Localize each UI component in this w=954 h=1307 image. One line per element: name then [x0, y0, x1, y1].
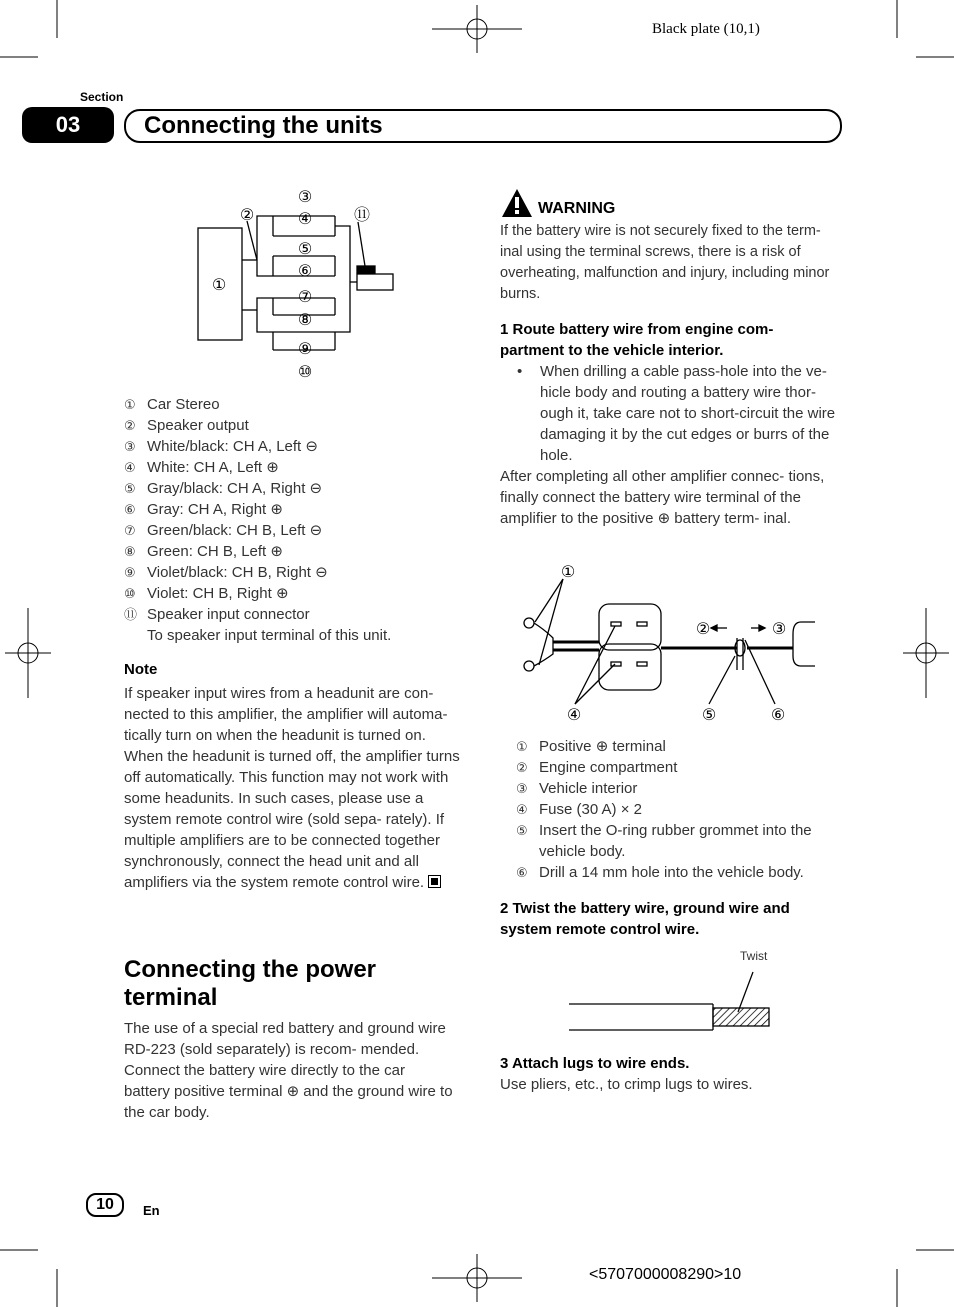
callout-1: ①: [211, 275, 227, 294]
section-number: 03: [22, 107, 114, 143]
twist-label: Twist: [740, 949, 768, 963]
legend-item: ⑩ Violet: CH B, Right ⊕: [124, 585, 289, 602]
callout-8: ⑧: [297, 310, 313, 329]
note-title: Note: [124, 661, 158, 678]
callout-6: ⑥: [297, 261, 313, 280]
note-text: If speaker input wires from a headunit are con- nected to this amplifier, the amplifier will automa- tically turn on when the headunit is turned on. When the headunit is turned off, the amplifier turns off automatically. This function may not work with some headunits. In such cases, please use a system remote control wire (sold sepa- rately). If multiple amplifiers are to be connected together synchronously, connect the head unit and all amplifiers via the system remote control wire.: [124, 685, 460, 891]
legend-item: ③ Vehicle interior: [516, 780, 638, 797]
legend-item: ⑪ Speaker input connector: [124, 606, 310, 623]
warning-title: WARNING: [538, 200, 616, 217]
callout-2: ②: [239, 205, 255, 224]
callout-3: ③: [297, 187, 313, 206]
legend-item: ② Engine compartment: [516, 759, 678, 776]
callout-1: ①: [560, 562, 576, 581]
speaker-wiring-diagram: [195, 182, 405, 382]
power-heading: Connecting the power terminal: [124, 956, 376, 1011]
legend-item: ⑦ Green/black: CH B, Left ⊖: [124, 522, 323, 539]
legend-item: ④ Fuse (30 A) × 2: [516, 801, 642, 818]
twisted-wire-illustration: [565, 960, 777, 1036]
step2-heading: 2 Twist the battery wire, ground wire and system remote control wire.: [500, 900, 790, 938]
section-title: Connecting the units: [144, 112, 383, 139]
callout-4: ④: [297, 209, 313, 228]
callout-6: ⑥: [770, 705, 786, 724]
legend-item: ⑥ Drill a 14 mm hole into the vehicle body.: [516, 864, 804, 881]
legend-item: ⑨ Violet/black: CH B, Right ⊖: [124, 564, 328, 581]
bullet-dot: •: [517, 363, 523, 380]
speaker-legend: [124, 394, 464, 646]
battery-wire-diagram: [515, 560, 825, 730]
warning-text: If the battery wire is not securely fixed to the term- inal using the terminal screws, there is a risk of overheating, malfunction and injury, including minor burns.: [500, 223, 830, 302]
step3-heading: 3 Attach lugs to wire ends.: [500, 1055, 690, 1072]
document-code: <5707000008290>10: [589, 1266, 742, 1283]
legend-item: ④ White: CH A, Left ⊕: [124, 459, 279, 476]
section-label: Section: [80, 90, 124, 104]
legend-item: ① Car Stereo: [124, 396, 220, 413]
legend-item: ⑧ Green: CH B, Left ⊕: [124, 543, 283, 560]
battery-legend: [516, 736, 834, 883]
callout-2: ②: [695, 619, 711, 638]
callout-9: ⑨: [297, 339, 313, 358]
callout-4: ④: [566, 705, 582, 724]
callout-5: ⑤: [701, 705, 717, 724]
language-label: En: [143, 1203, 160, 1218]
legend-item: ⑥ Gray: CH A, Right ⊕: [124, 501, 283, 518]
legend-item: ② Speaker output: [124, 417, 249, 434]
step1-after-text: After completing all other amplifier connec- tions, finally connect the battery wire terminal of the amplifier to the positive ⊕ battery term- inal.: [500, 468, 825, 527]
legend-extra: To speaker input terminal of this unit.: [147, 627, 392, 644]
step3-text: Use pliers, etc., to crimp lugs to wires.: [500, 1076, 753, 1093]
step1-bullet: • When drilling a cable pass-hole into the ve- hicle body and routing a battery wire thor- ough it, take care not to short-circuit the wire damaging it by the cut edges or burrs of the hole.: [517, 363, 836, 464]
legend-item: ⑤ Insert the O-ring rubber grommet into the vehicle body.: [516, 822, 812, 860]
warning-icon: [500, 187, 534, 219]
callout-11: ⑪: [353, 205, 371, 224]
step1-heading: 1 Route battery wire from engine com- partment to the vehicle interior.: [500, 321, 774, 359]
power-text: The use of a special red battery and ground wire RD-223 (sold separately) is recom- mended. Connect the battery wire directly to the car battery positive terminal ⊕ and the ground wire to the car body.: [124, 1020, 453, 1121]
legend-item: ⑤ Gray/black: CH A, Right ⊖: [124, 480, 323, 497]
plate-label: Black plate (10,1): [652, 21, 760, 37]
legend-item: ③ White/black: CH A, Left ⊖: [124, 438, 318, 455]
legend-item: ① Positive ⊕ terminal: [516, 738, 666, 755]
end-mark-icon: [428, 875, 441, 888]
callout-3: ③: [771, 619, 787, 638]
section-title-box: [124, 109, 842, 143]
callout-10: ⑩: [297, 362, 313, 381]
page-number: 10: [86, 1193, 124, 1217]
callout-7: ⑦: [297, 287, 313, 306]
callout-5: ⑤: [297, 239, 313, 258]
